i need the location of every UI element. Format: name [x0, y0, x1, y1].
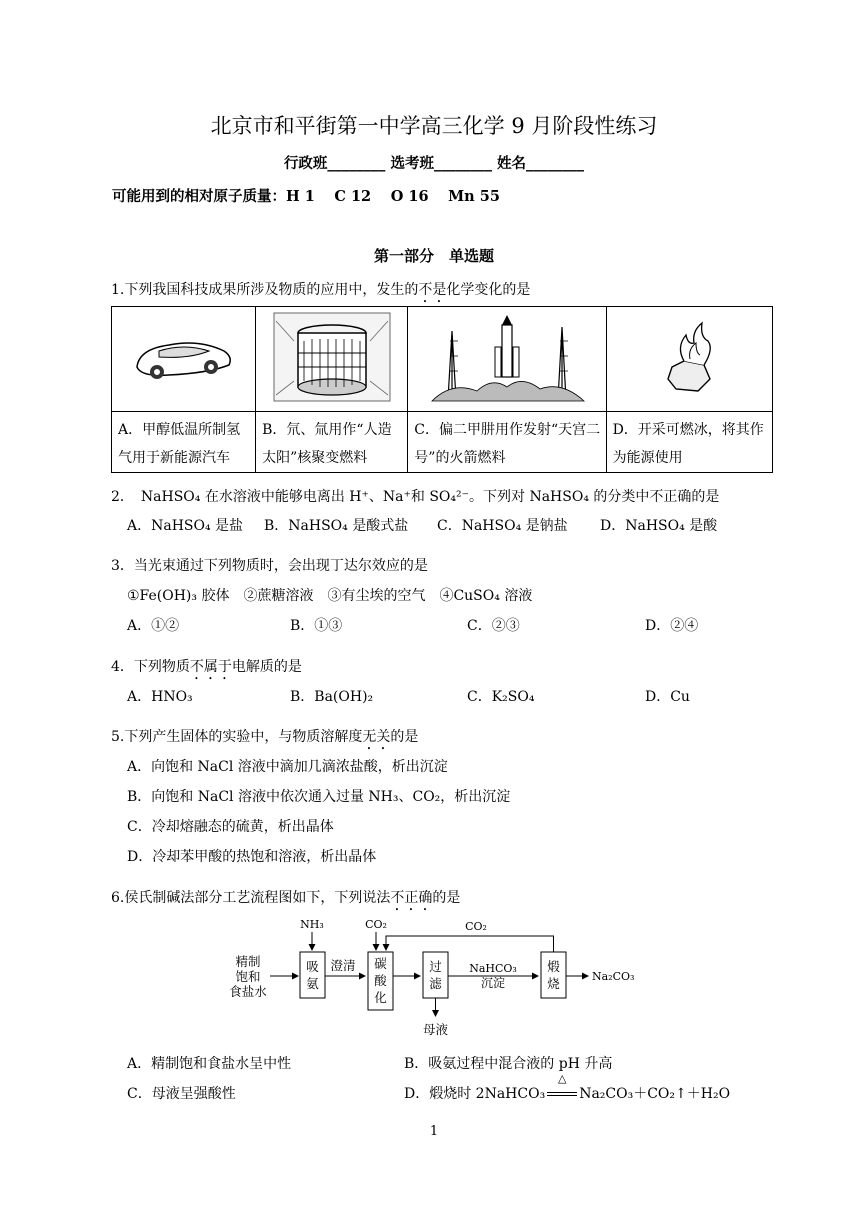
emphasis-text: 无关	[362, 729, 391, 745]
question-3-stem: 3．当光束通过下列物质时，会出现丁达尔效应的是	[111, 558, 428, 574]
q3-option-a: A．①②	[127, 618, 180, 634]
q5-option-b: B．向饱和 NaCl 溶液中依次通入过量 NH₃、CO₂，析出沉淀	[127, 789, 511, 805]
rocket-launch-image	[408, 307, 606, 412]
emphasis-text: 不正确	[390, 890, 433, 906]
reaction-condition: △	[545, 1086, 579, 1102]
emphasis-text: 不是	[418, 282, 447, 298]
q3-option-c: C．②③	[467, 618, 520, 634]
flow-input-line3: 食盐水	[229, 984, 267, 999]
page-title: 北京市和平街第一中学高三化学 9 月阶段性练习	[210, 114, 658, 138]
q6-option-d: D．煅烧时 2NaHCO₃ △ Na₂CO₃＋CO₂↑＋H₂O	[404, 1072, 731, 1102]
flow-clarify-label: 澄清	[330, 958, 356, 973]
flow-nh3-label: NH₃	[300, 918, 324, 931]
process-flow-diagram	[220, 910, 650, 1045]
q6-option-b: B．吸氨过程中混合液的 pH 升高	[404, 1056, 613, 1072]
q3-option-b: B．①③	[290, 618, 343, 634]
question-4-stem: 4．下列物质不属于电解质的是	[111, 659, 302, 675]
q4-option-a: A．HNO₃	[127, 689, 193, 705]
section-title: 第一部分 单选题	[373, 247, 494, 265]
q5-option-d: D．冷却苯甲酸的热饱和溶液，析出晶体	[127, 849, 377, 865]
flow-nahco3-label: NaHCO₃	[469, 962, 517, 975]
q1-option-a: A．甲醇低温所制氢气用于新能源汽车	[112, 412, 256, 473]
question-5-stem: 5.下列产生固体的实验中，与物质溶解度无关的是	[111, 729, 419, 745]
q1-option-c: C．偏二甲肼用作发射“天宫二号”的火箭燃料	[408, 412, 606, 473]
flow-input-line2: 饱和	[235, 969, 261, 984]
flow-precipitate-label: 沉淀	[480, 976, 506, 990]
svg-text:碳: 碳	[374, 956, 387, 971]
flow-product-label: Na₂CO₃	[592, 970, 635, 983]
combustible-ice-image	[606, 307, 772, 412]
q1-option-b: B．氘、氚用作“人造太阳”核聚变燃料	[256, 412, 408, 473]
svg-text:煅: 煅	[547, 959, 560, 974]
q5-option-a: A．向饱和 NaCl 溶液中滴加几滴浓盐酸，析出沉淀	[127, 759, 448, 775]
question-2-stem: 2． NaHSO₄ 在水溶液中能够电离出 H⁺、Na⁺和 SO₄²⁻。下列对 NaHSO₄ 的分类中不正确的是	[111, 489, 720, 505]
flow-co2-recycle-label: CO₂	[465, 920, 487, 933]
q3-items: ①Fe(OH)₃ 胶体 ②蔗糖溶液 ③有尘埃的空气 ④CuSO₄ 溶液	[127, 588, 533, 604]
svg-text:过: 过	[429, 959, 442, 974]
question-6-stem: 6.侯氏制碱法部分工艺流程图如下，下列说法不正确的是	[111, 890, 461, 906]
q2-option-d: D．NaHSO₄ 是酸	[600, 518, 718, 534]
car-image	[112, 307, 256, 412]
q4-option-c: C．K₂SO₄	[467, 689, 535, 705]
q2-option-b: B．NaHSO₄ 是酸式盐	[264, 518, 409, 534]
page-number: 1	[429, 1124, 439, 1139]
q4-option-b: B．Ba(OH)₂	[290, 689, 374, 705]
q4-option-d: D．Cu	[645, 689, 690, 705]
q3-option-d: D．②④	[645, 618, 699, 634]
q2-option-c: C．NaHSO₄ 是钠盐	[437, 518, 568, 534]
q5-option-c: C．冷却熔融态的硫黄，析出晶体	[127, 819, 334, 835]
emphasis-text: 不属于	[189, 659, 232, 675]
svg-text:滤: 滤	[429, 976, 442, 991]
flow-input-line1: 精制	[235, 954, 261, 969]
svg-text:吸: 吸	[306, 959, 319, 974]
q6-option-c: C．母液呈强酸性	[127, 1086, 236, 1102]
fusion-reactor-image	[256, 307, 408, 412]
question-1-table	[111, 306, 773, 473]
svg-text:氨: 氨	[306, 976, 319, 991]
flow-co2-input-label: CO₂	[365, 918, 387, 931]
q6-option-a: A．精制饱和食盐水呈中性	[127, 1056, 292, 1072]
q1-option-d: D．开采可燃冰，将其作为能源使用	[606, 412, 772, 473]
q2-option-a: A．NaHSO₄ 是盐	[127, 518, 244, 534]
svg-text:烧: 烧	[547, 976, 560, 991]
atomic-masses: 可能用到的相对原子质量：H 1 C 12 O 16 Mn 55	[112, 188, 500, 205]
svg-text:酸: 酸	[374, 973, 387, 988]
question-1-stem: 1.下列我国科技成果所涉及物质的应用中，发生的不是化学变化的是	[111, 282, 531, 298]
flow-mother-liquor-label: 母液	[422, 1022, 449, 1037]
svg-text:化: 化	[374, 990, 387, 1005]
student-info-line: 行政班________ 选考班________ 姓名________	[283, 155, 585, 172]
